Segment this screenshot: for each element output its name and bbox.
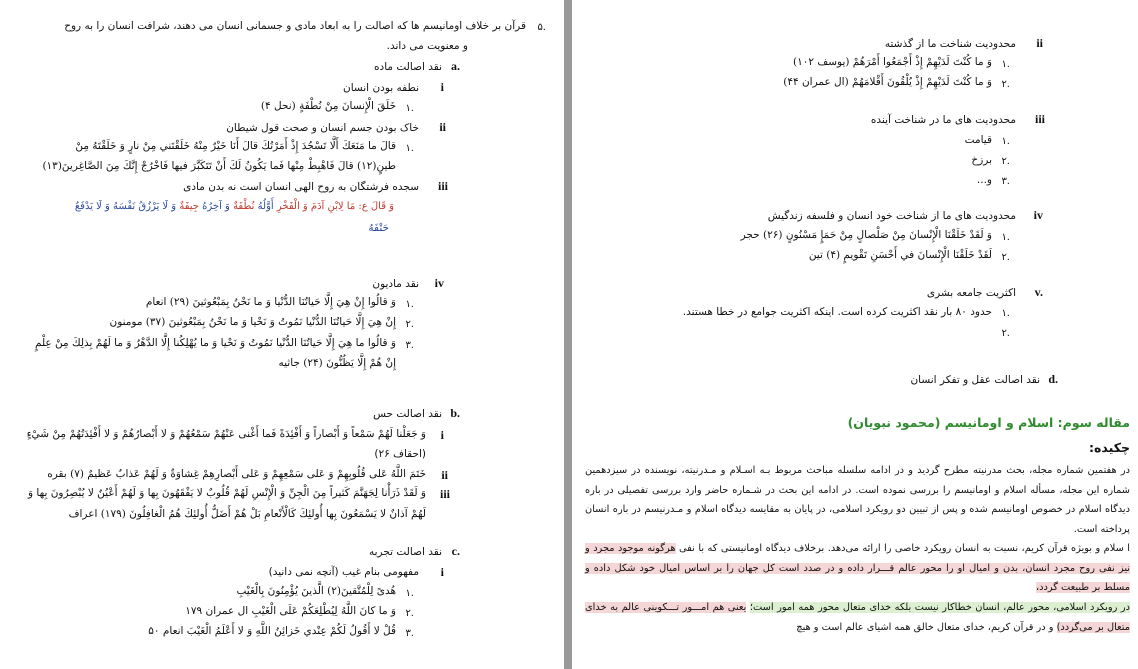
hadith-part-a: وَ قَالَ ع: مَا لِابْنِ آدَمَ وَ [302, 201, 394, 212]
r-ii-1-number: ۱. [1001, 59, 1010, 70]
a-ii-title: خاک بودن جسم انسان و صحت قول شیطان [226, 122, 419, 134]
c-i-1-verse: هُدىً لِلْمُتَّقينَ(۲) الَّذينَ يُؤْمِنُونَ بِالْغَيْبِ [236, 585, 396, 597]
b-i-marker: i [440, 428, 444, 442]
r-iv-title: محدودیت های ما از شناخت خود انسان و فلسفه زندگیش [767, 210, 1016, 222]
abstract-paragraph-2 [585, 539, 1130, 598]
a-i-title: نطفه بودن انسان [342, 82, 419, 94]
a-iv-3-verse-line1: وَ قالُوا ما هِيَ إِلَّا حَياتُنَا الدُّنْيا نَمُوتُ وَ نَحْيا وَ ما يُهْلِكُنا إِلَّا الدَّهْرُ وَ ما لَهُمْ بِذلِكَ مِنْ عِلْمٍ [34, 337, 396, 349]
r-ii-title: محدودیت شناخت ما از گذشته [884, 38, 1016, 50]
a-iii-marker: iii [437, 179, 448, 193]
r-v-1-number: ۱. [1001, 308, 1010, 319]
a-ii-1-number: ۱. [405, 143, 414, 154]
hadith-part-g: وَ لَا يَرْزُقُ نَفْسَهُ وَ لَا يَدْفَعُ [74, 201, 177, 212]
r-iii-2-text: برزخ [971, 154, 992, 166]
b-iii-verse-line1: وَ لَقَدْ ذَرَأْنا لِجَهَنَّمَ كَثيراً مِنَ الْجِنِّ وَ الْإِنْسِ لَهُمْ قُلُوبٌ لا يَفْقَهُونَ بِها وَ لَهُمْ أَعْيُنٌ لا يُبْصِرُونَ بِها وَ [28, 487, 426, 499]
left-page [0, 0, 564, 669]
c-i-title: مفهومی بنام غیب (آنچه نمی دانید) [268, 566, 419, 578]
b-ii-marker: ii [441, 468, 448, 482]
r-iv-1-number: ۱. [1001, 232, 1010, 243]
hadith-part-c: أَوَّلُهُ [257, 201, 274, 212]
hadith-part-e: وَ آخِرُهُ [202, 201, 230, 212]
a-i-1-verse: خَلَقَ الْإِنسانَ مِنْ نُطْفَةٍ (نحل ۴) [260, 100, 396, 112]
abstract-paragraph-3 [585, 598, 1130, 637]
section-c-title: نقد اصالت تجربه [368, 546, 442, 558]
a-i-1-number: ۱. [405, 103, 414, 114]
r-iii-3-text: و... [976, 174, 992, 186]
c-i-2-verse: وَ ما كانَ اللَّهُ لِيُطْلِعَكُمْ عَلَى الْغَيْبِ ال عمران ۱۷۹ [185, 605, 396, 617]
a-iv-3-verse-line2: إِنْ هُمْ إِلَّا يَظُنُّونَ (۲۴) جاثیه [278, 357, 396, 369]
r-iii-marker: iii [1034, 112, 1045, 126]
section-d-marker: d. [1048, 372, 1058, 386]
b-iii-verse-line2: لَهُمْ آذانٌ لا يَسْمَعُونَ بِها أُولئِكَ كَالْأَنْعامِ بَلْ هُمْ أَضَلُّ أُولئِكَ هُمُ الْغافِلُونَ (۱۷۹) اعراف [68, 508, 426, 520]
item-5-number: ۵. [537, 22, 546, 33]
b-iii-marker: iii [439, 487, 450, 501]
r-v-1-text: حدود ۸۰ بار نقد اکثریت کرده است. اینکه اکثریت جوامع در خطا هستند. [682, 306, 992, 318]
r-iii-3-number: ۳. [1001, 176, 1010, 187]
a-iv-3-number: ۳. [405, 340, 414, 351]
r-v-2-number: ۲. [1001, 328, 1010, 339]
a-iv-marker: iv [434, 276, 444, 290]
a-ii-marker: ii [439, 120, 446, 134]
a-iv-1-verse: وَ قالُوا إِنْ هِيَ إِلَّا حَياتُنَا الدُّنْيا وَ ما نَحْنُ بِمَبْعُوثينَ (۲۹) انعام [145, 296, 396, 308]
r-ii-2-verse: وَ ما كُنْتَ لَدَيْهِمْ إِذْ يُلْقُونَ أَقْلامَهُمْ (ال عمران ۴۴) [783, 76, 992, 88]
abstract-heading: چکیده: [1089, 440, 1130, 455]
r-iv-marker: iv [1033, 208, 1043, 222]
c-i-3-number: ۳. [405, 628, 414, 639]
section-b-title: نقد اصالت حس [373, 408, 442, 420]
p3-highlight-pink: یعنی هم امـــور تـــکوینی عالم به خدای متعال بر می‌گردد) [585, 602, 1130, 633]
r-iv-2-number: ۲. [1001, 252, 1010, 263]
a-iii-title: سجده فرشتگان به روح الهی انسان است نه بدن مادی [183, 181, 419, 193]
section-b-marker: b. [450, 406, 460, 420]
r-iii-title: محدودیت های ما در شناخت آینده [870, 114, 1016, 126]
a-i-marker: i [440, 80, 444, 94]
abstract-paragraph-1: در هفتمین شماره مجله، بحث مدرنیته مطرح گردید و در ادامه سلسله مباحث مربوط بـه اسـلام و مـدرنیته، نویسنده در سیزدهمین شماره این مجله، مسأله اسلام و اومانیسم را بررسی نموده است. در ادامه این بحث در شـماره حاضر وارد بررسی تفصیلی در باره دیدگاه اسلام در خصوص اومانیسم شده و پس از تبیین دو رویکرد اسلامی، در پایان به مقایسه دیدگاه اسلام و مـدرنیسم در باره انسان پرداخته است. [585, 465, 1130, 535]
b-i-verse-line1: وَ جَعَلْنا لَهُمْ سَمْعاً وَ أَبْصاراً وَ أَفْئِدَةً فَما أَغْنى‏ عَنْهُمْ سَمْعُهُمْ وَ لا أَبْصارُهُمْ وَ لا أَفْئِدَتُهُمْ مِنْ شَيْ‏ءٍ [26, 428, 426, 440]
a-iv-2-number: ۲. [405, 319, 414, 330]
r-ii-2-number: ۲. [1001, 79, 1010, 90]
c-i-marker: i [440, 565, 444, 579]
r-iii-1-number: ۱. [1001, 136, 1010, 147]
c-i-2-number: ۲. [405, 608, 414, 619]
a-ii-1-verse-line2: طينٍ(۱۲) قالَ فَاهْبِطْ مِنْها فَما يَكُونُ لَكَ أَنْ تَتَكَبَّرَ فيها فَاخْرُجْ إِنَّكَ مِنَ الصَّاغِرينَ(۱۳) [42, 160, 396, 172]
article-title: مقاله سوم: اسلام و اومانیسم (محمود نبویان) [847, 415, 1130, 430]
r-ii-marker: ii [1036, 36, 1043, 50]
r-iv-1-verse: وَ لَقَدْ خَلَقْنَا الْإِنْسانَ مِنْ صَلْصالٍ مِنْ حَمَإٍ مَسْنُونٍ (۲۶) حجر [740, 229, 992, 241]
a-iii-hadith-line1 [75, 201, 394, 214]
section-d-title: نقد اصالت عقل و تفکر انسان [910, 374, 1040, 386]
c-i-3-verse: قُلْ لا أَقُولُ لَكُمْ عِنْدي خَزائِنُ اللَّهِ وَ لا أَعْلَمُ الْغَيْبَ انعام ۵۰ [148, 625, 396, 637]
p3-highlight-green: در رویکرد اسلامی، محور عالم، انسان خطاکار نیست بلکه خدای متعال محور همه امور است؛ [749, 602, 1130, 613]
b-ii-verse: خَتَمَ اللَّهُ عَلى‏ قُلُوبِهِمْ وَ عَلى‏ سَمْعِهِمْ وَ عَلى‏ أَبْصارِهِمْ غِشاوَةٌ وَ لَهُمْ عَذابٌ عَظيمٌ (۷) بقره [47, 468, 426, 480]
section-c-marker: c. [451, 544, 460, 558]
r-iii-2-number: ۲. [1001, 156, 1010, 167]
c-i-1-number: ۱. [405, 588, 414, 599]
r-iv-2-verse: لَقَدْ خَلَقْنَا الْإِنْسانَ في‏ أَحْسَنِ تَقْويمٍ (۴) تین [808, 249, 992, 261]
r-v-title: اکثریت جامعه بشری [926, 287, 1016, 299]
a-iv-1-number: ۱. [405, 299, 414, 310]
section-a-marker: a. [451, 59, 460, 73]
a-iii-hadith-line2: حَتْفَهُ [368, 222, 389, 234]
hadith-part-d: نُطْفَةٌ [233, 201, 255, 212]
b-i-verse-line2: (احقاف ۲۶) [374, 448, 426, 460]
a-iv-title: نقد مادیون [372, 278, 419, 290]
r-ii-1-verse: وَ ما كُنْتَ لَدَيْهِمْ إِذْ أَجْمَعُوا أَمْرَهُمْ (یوسف ۱۰۲) [792, 56, 992, 68]
hadith-part-b: الْفَخْرِ [276, 201, 300, 212]
r-iii-1-text: قیامت [964, 134, 992, 146]
section-a-title: نقد اصالت ماده [374, 61, 442, 73]
hadith-part-f: جِيفَةٌ [179, 201, 199, 212]
item-5-text-line1: قرآن بر خلاف اومانیسم ها که اصالت را به ابعاد مادی و جسمانی انسان می دهند، شرافت انسان را به روح [64, 20, 526, 32]
a-ii-1-verse-line1: قالَ ما مَنَعَكَ أَلَّا تَسْجُدَ إِذْ أَمَرْتُكَ قالَ أَنَا خَيْرٌ مِنْهُ خَلَقْتَني‏ مِنْ نارٍ وَ خَلَقْتَهُ مِنْ [75, 140, 396, 152]
a-iv-2-verse: إِنْ هِيَ إِلَّا حَياتُنَا الدُّنْيا نَمُوتُ وَ نَحْيا وَ ما نَحْنُ بِمَبْعُوثينَ (۳۷) مومنون [109, 316, 396, 328]
item-5-text-line2: و معنویت می داند. [386, 40, 468, 52]
r-v-marker: v. [1034, 285, 1043, 299]
p3-plain: و در قرآن کریم، خدای متعال خالق همه اشیای عالم است و هیچ [796, 621, 1054, 633]
p2-highlight-pink: هرگونه موجود مجرد و نیز نفی روح مجرد انسان، بدن و امیال او را محور عالم قـــرار داده و در صدد است کل جهان را بر اساس امیال خود شکل داده و مسلط بر طبیعت گردد، [585, 543, 1130, 593]
right-page [572, 0, 1138, 669]
p2-plain: ا سلام و بویژه قرآن کریم، نسبت به انسان رویکرد خاصی را ارائه می‌دهد. برخلاف دیدگاه اومانیستی که با نفی [679, 543, 1130, 554]
